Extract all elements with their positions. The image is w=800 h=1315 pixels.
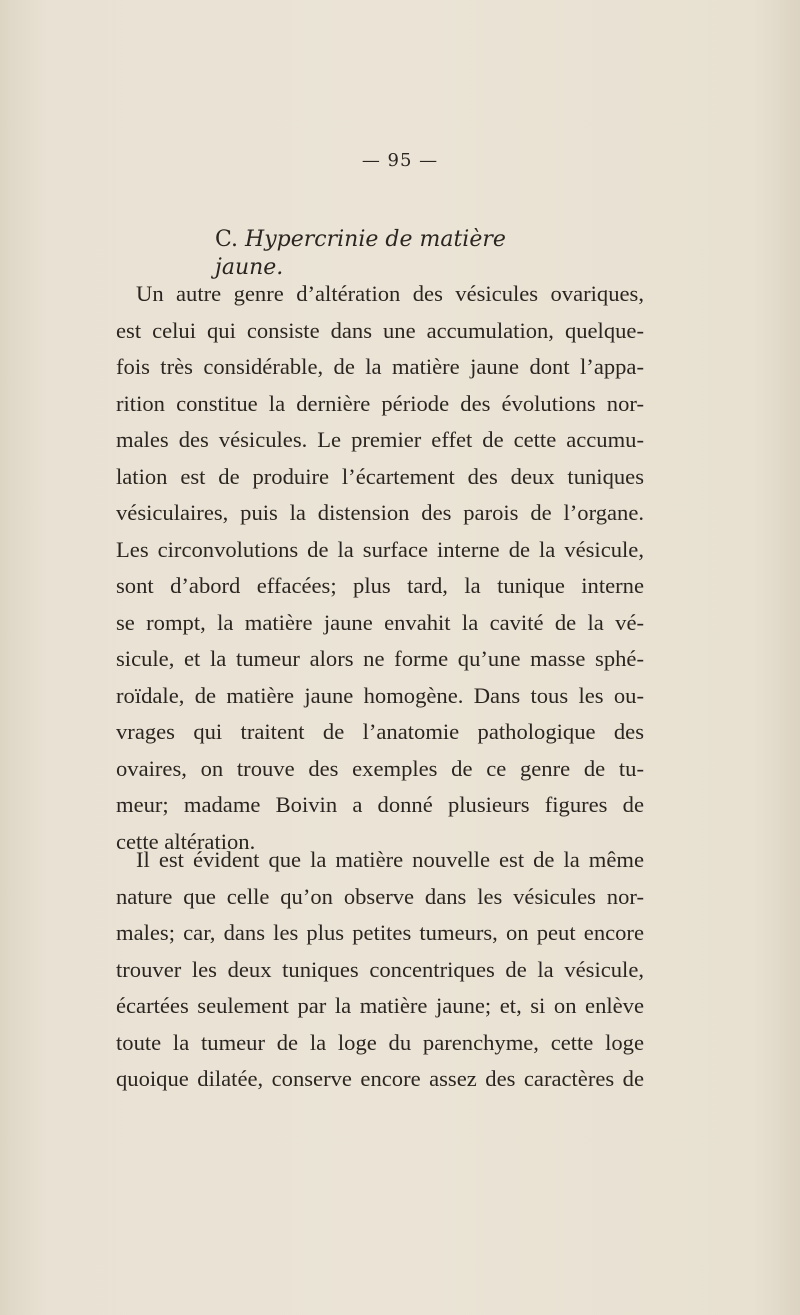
text-line: Un autre genre d’altération des vésicules ovariques, [136, 281, 644, 306]
section-title: Hypercrinie de matière jaune. [215, 227, 506, 280]
text-line: Les circonvolutions de la surface interne de la vésicule, [116, 536, 644, 562]
text-line: roïdale, de matière jaune homogène. Dans tous les ou- [116, 682, 644, 708]
text-line: males des vésicules. Le premier effet de cette accumu- [116, 427, 644, 452]
text-line: vrages qui traitent de l’anatomie pathologique des [116, 719, 644, 744]
section-letter: C. [215, 227, 239, 252]
text-line: lation est de produire l’écartement des deux tuniques [116, 463, 644, 489]
text-line: toute la tumeur de la loge du parenchyme, cette loge [116, 1029, 644, 1055]
text-line: se rompt, la matière jaune envahit la cavité de la vé- [116, 609, 644, 635]
text-line: nature que celle qu’on observe dans les vésicules nor- [116, 883, 644, 909]
text-line: ovaires, on trouve des exemples de ce genre de tu- [116, 755, 644, 781]
text-line: trouver les deux tuniques concentriques de la vésicule, [116, 956, 644, 982]
text-line: males; car, dans les plus petites tumeurs, on peut encore [116, 920, 644, 945]
text-line: écartées seulement par la matière jaune; et, si on enlève [116, 993, 644, 1018]
text-line: fois très considérable, de la matière jaune dont l’appa- [116, 354, 644, 379]
text-line: vésiculaires, puis la distension des parois de l’organe. [116, 500, 644, 525]
text-line: rition constitue la dernière période des évolutions nor- [116, 390, 644, 416]
text-line: Il est évident que la matière nouvelle est de la même [136, 847, 644, 872]
text-line: est celui qui consiste dans une accumulation, quelque- [116, 317, 644, 343]
text-line: quoique dilatée, conserve encore assez des caractères de [116, 1066, 644, 1091]
text-line: meur; madame Boivin a donné plusieurs figures de [116, 792, 644, 817]
paragraph-2 [116, 842, 644, 1098]
page-number: — 95 — [361, 150, 439, 171]
text-line: sont d’abord effacées; plus tard, la tunique interne [116, 573, 644, 598]
section-heading [215, 226, 575, 282]
paragraph-1 [116, 276, 644, 860]
text-line: sicule, et la tumeur alors ne forme qu’une masse sphé- [116, 646, 644, 671]
text-line: cette altération. [116, 828, 256, 854]
